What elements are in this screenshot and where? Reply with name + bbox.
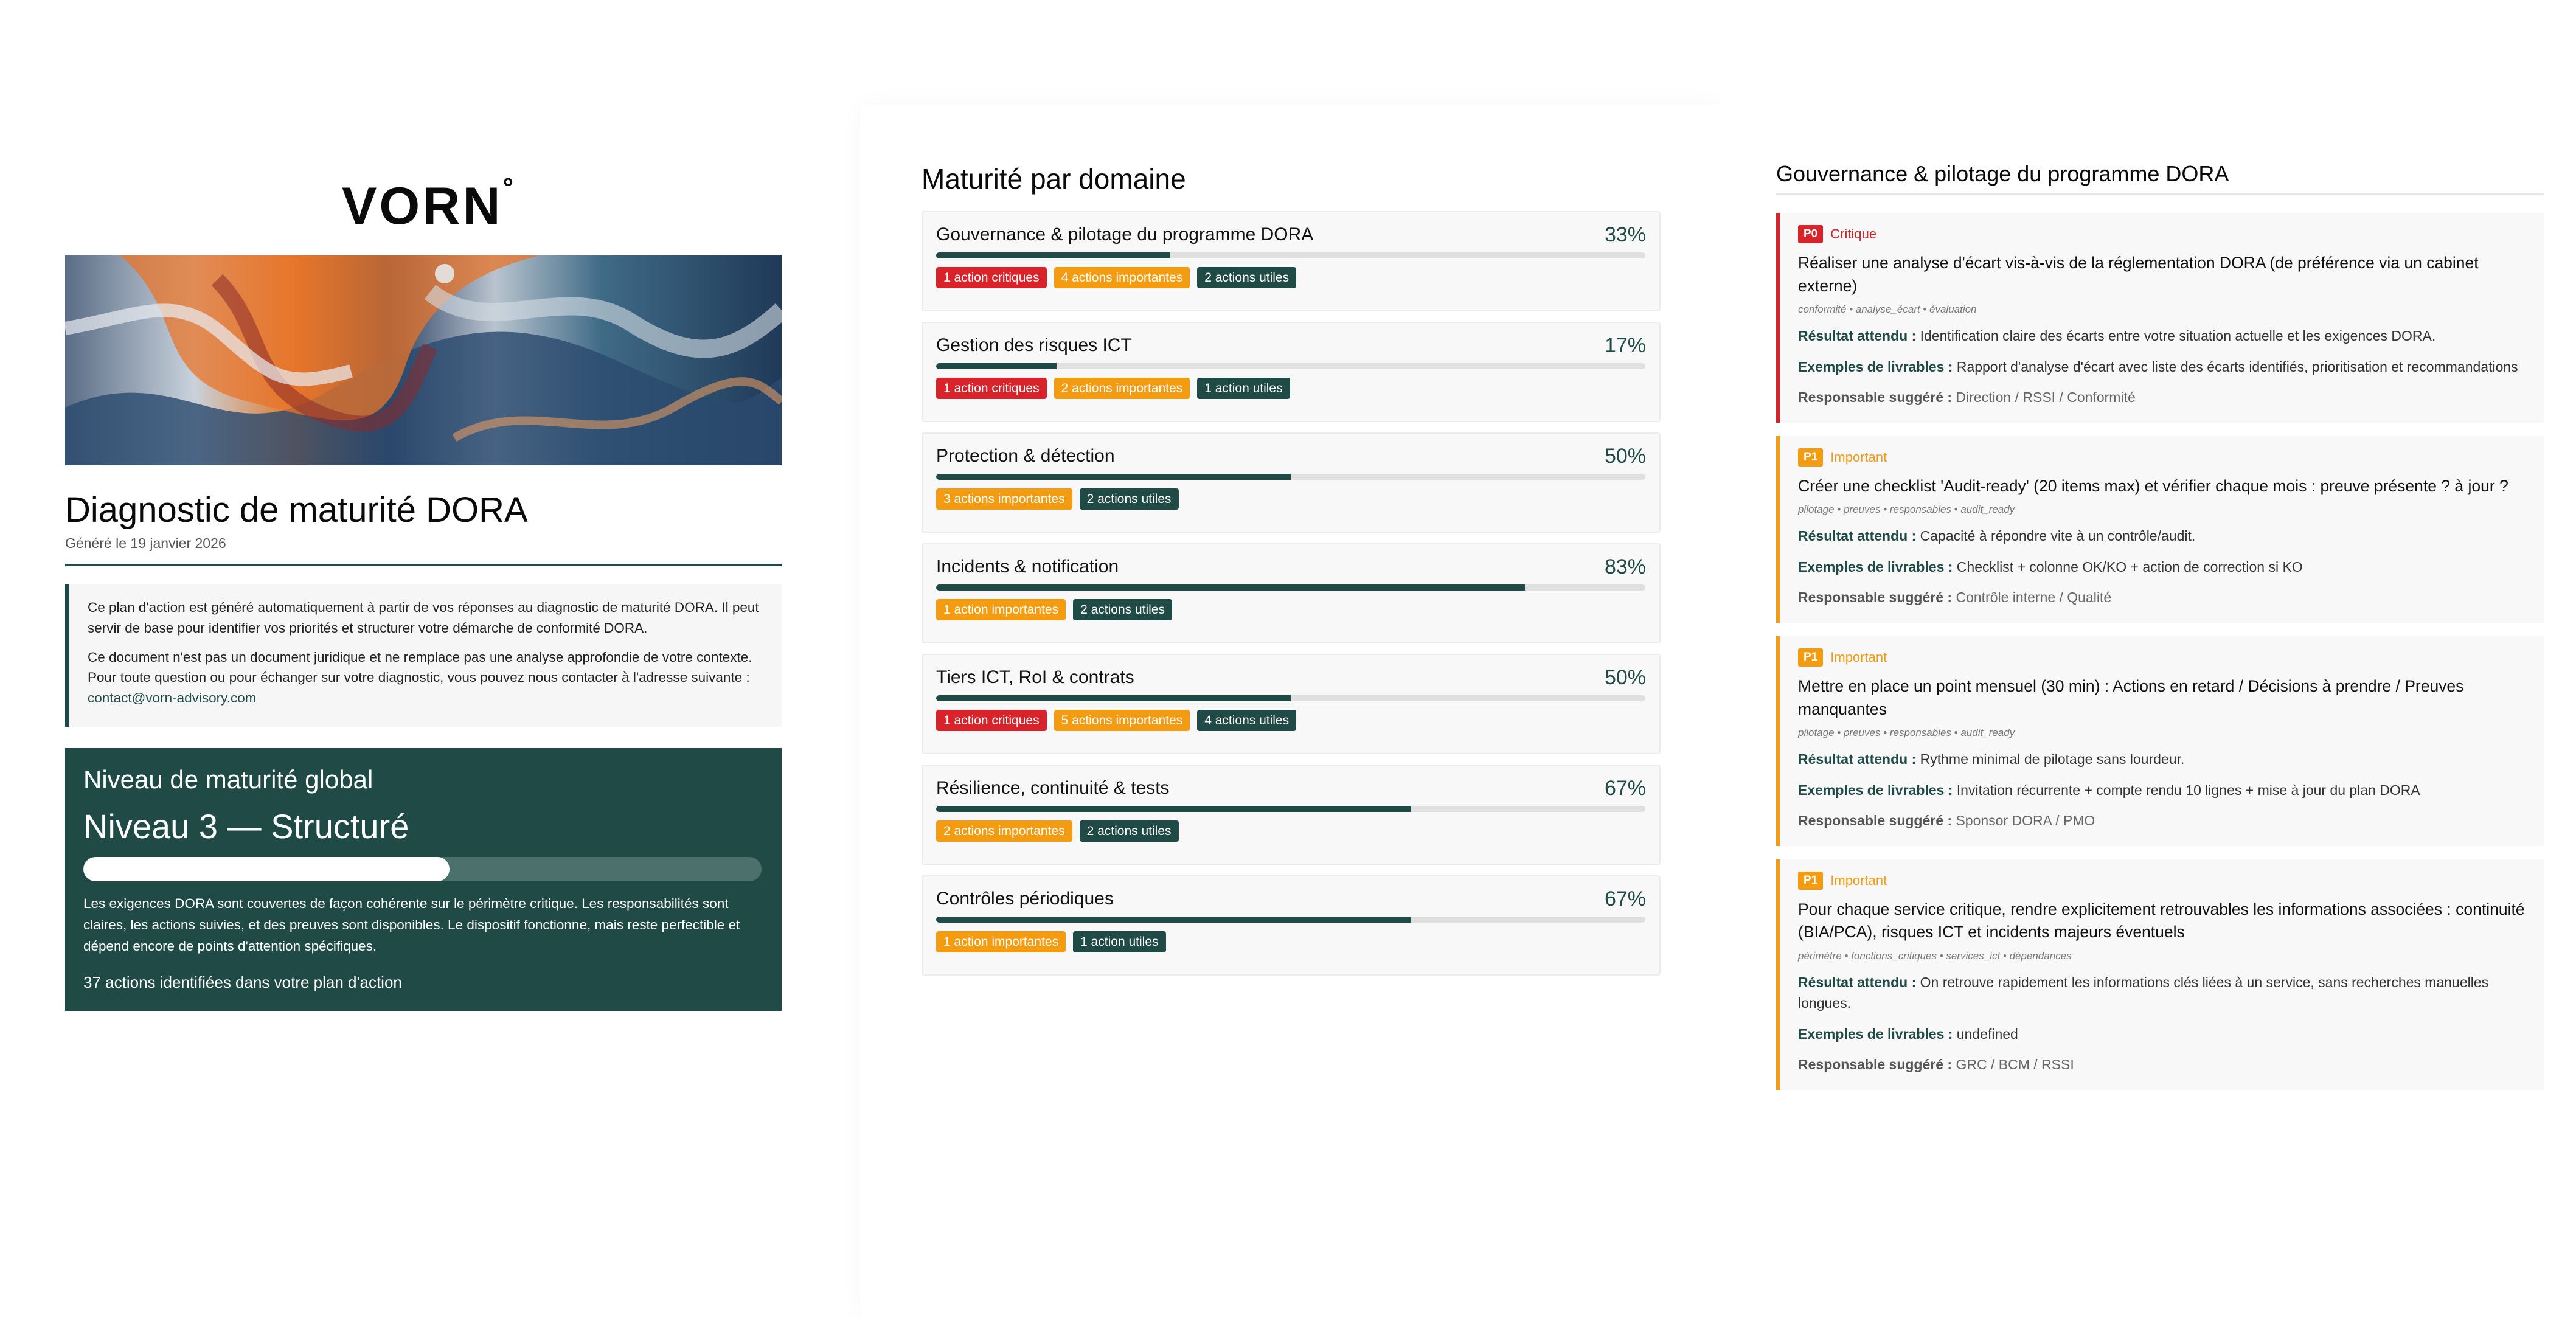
domain-percentage: 67%	[1604, 887, 1646, 910]
intro-callout	[65, 584, 782, 727]
suggested-owner-value: GRC / BCM / RSSI	[1956, 1056, 2074, 1073]
domain-percentage: 83%	[1604, 555, 1646, 578]
domain-badges	[936, 488, 1646, 510]
actions-section-title: Gouvernance & pilotage du programme DORA	[1776, 161, 2229, 186]
action-count-badge: 1 action utiles	[1073, 931, 1165, 952]
domain-name: Résilience, continuité & tests	[936, 778, 1170, 798]
priority-row	[1798, 648, 2527, 667]
domain-name: Tiers ICT, RoI & contrats	[936, 667, 1134, 687]
domain-card	[922, 543, 1661, 643]
action-tags: pilotage • preuves • responsables • audit_ready	[1798, 504, 2015, 516]
deliverables	[1798, 1024, 2527, 1045]
intro-paragraph-1: Ce plan d'action est généré automatiquement à partir de vos réponses au diagnostic de maturité DORA. Il peut servir de base pour identifier vos priorités et structurer votre démarche de conformité DORA.	[88, 600, 759, 636]
expected-result	[1798, 525, 2527, 547]
action-title: Mettre en place un point mensuel (30 min) : Actions en retard / Décisions à prendre / Preuves manquantes	[1798, 676, 2464, 718]
domain-progress	[936, 917, 1645, 923]
domain-percentage: 67%	[1604, 777, 1646, 800]
section-divider	[1776, 193, 2544, 195]
action-list	[1776, 213, 2544, 1103]
domain-badges	[936, 378, 1646, 399]
deliverables-value: undefined	[1956, 1025, 2018, 1042]
domain-name: Incidents & notification	[936, 557, 1119, 577]
domain-progress	[936, 252, 1645, 258]
expected-result-key: Résultat attendu :	[1798, 528, 1917, 544]
domain-name: Gestion des risques ICT	[936, 335, 1132, 355]
domain-card	[922, 432, 1661, 533]
deliverables-value: Invitation récurrente + compte rendu 10 lignes + mise à jour du plan DORA	[1956, 782, 2420, 798]
priority-row	[1798, 448, 2527, 467]
domain-progress-fill	[936, 806, 1411, 812]
domains-title: Maturité par domaine	[922, 163, 1186, 195]
expected-result-value: Capacité à répondre vite à un contrôle/audit.	[1920, 528, 2196, 544]
action-count-badge: 2 actions utiles	[1080, 820, 1179, 842]
domain-progress	[936, 474, 1645, 480]
action-tags: périmètre • fonctions_critiques • services_ict • dépendances	[1798, 949, 2072, 962]
domain-name: Contrôles périodiques	[936, 889, 1114, 909]
domain-card	[922, 211, 1661, 311]
domain-progress	[936, 806, 1645, 812]
deliverables-value: Checklist + colonne OK/KO + action de correction si KO	[1956, 558, 2303, 575]
deliverables-key: Exemples de livrables :	[1798, 558, 1953, 575]
domain-progress-fill	[936, 695, 1291, 701]
action-count-badge: 2 actions utiles	[1073, 599, 1172, 620]
domains-page	[861, 105, 1721, 1318]
domain-list	[922, 211, 1661, 986]
priority-label: Important	[1830, 449, 1887, 465]
domain-badges	[936, 710, 1646, 731]
priority-badge: P1	[1798, 648, 1823, 667]
domain-badges	[936, 267, 1646, 288]
domain-card	[922, 654, 1661, 754]
action-count-badge: 2 actions utiles	[1080, 488, 1179, 510]
action-tags: pilotage • preuves • responsables • audit_ready	[1798, 727, 2015, 739]
domain-card	[922, 322, 1661, 422]
domain-percentage: 17%	[1604, 334, 1646, 357]
expected-result-value: Rythme minimal de pilotage sans lourdeur.	[1920, 751, 2185, 768]
action-count-badge: 4 actions utiles	[1197, 710, 1296, 731]
priority-badge: P0	[1798, 225, 1823, 243]
action-title: Réaliser une analyse d'écart vis-à-vis de la réglementation DORA (de préférence via un cabinet externe)	[1798, 254, 2479, 295]
priority-label: Important	[1830, 649, 1887, 665]
priority-label: Critique	[1830, 226, 1877, 241]
title-divider	[65, 564, 782, 566]
actions-count: 37 actions identifiées dans votre plan d'action	[83, 973, 402, 991]
deliverables-key: Exemples de livrables :	[1798, 358, 1953, 375]
domain-badges	[936, 820, 1646, 842]
actions-page	[1721, 0, 2576, 1318]
domain-card	[922, 875, 1661, 976]
domain-progress	[936, 584, 1645, 591]
domain-progress-fill	[936, 363, 1057, 369]
intro-paragraph-2	[88, 647, 763, 709]
suggested-owner-value: Sponsor DORA / PMO	[1956, 813, 2095, 829]
hero-marble-image	[65, 255, 782, 465]
domain-progress-fill	[936, 584, 1525, 591]
action-count-badge: 3 actions importantes	[936, 488, 1072, 510]
action-count-badge: 1 action critiques	[936, 710, 1047, 731]
suggested-owner-key: Responsable suggéré :	[1798, 589, 1953, 606]
global-maturity-label: Niveau de maturité global	[83, 765, 373, 794]
action-count-badge: 1 action importantes	[936, 931, 1066, 952]
deliverables-value: Rapport d'analyse d'écart avec liste des écarts identifiés, prioritisation et recommandations	[1956, 358, 2518, 375]
action-count-badge: 4 actions importantes	[1054, 267, 1190, 288]
action-count-badge: 1 action critiques	[936, 378, 1047, 399]
domain-card	[922, 765, 1661, 865]
suggested-owner-key: Responsable suggéré :	[1798, 1056, 1953, 1073]
suggested-owner	[1798, 587, 2527, 608]
document-title: Diagnostic de maturité DORA	[65, 490, 528, 530]
domain-name: Gouvernance & pilotage du programme DORA	[936, 224, 1314, 245]
global-maturity-card	[65, 748, 782, 1011]
action-card	[1776, 859, 2544, 1090]
deliverables	[1798, 356, 2527, 378]
generated-date: Généré le 19 janvier 2026	[65, 535, 226, 551]
action-count-badge: 1 action importantes	[936, 599, 1066, 620]
domain-percentage: 50%	[1604, 666, 1646, 689]
domain-badges	[936, 931, 1646, 952]
expected-result	[1798, 325, 2527, 347]
action-count-badge: 2 actions utiles	[1197, 267, 1296, 288]
deliverables	[1798, 557, 2527, 578]
expected-result	[1798, 972, 2527, 1014]
action-title: Créer une checklist 'Audit-ready' (20 items max) et vérifier chaque mois : preuve présente ? à jour ?	[1798, 476, 2508, 495]
deliverables-key: Exemples de livrables :	[1798, 1025, 1953, 1042]
priority-row	[1798, 872, 2527, 890]
domain-name: Protection & détection	[936, 446, 1115, 466]
global-maturity-progress	[83, 857, 762, 881]
action-count-badge: 1 action critiques	[936, 267, 1047, 288]
expected-result-key: Résultat attendu :	[1798, 974, 1917, 990]
domain-percentage: 50%	[1604, 445, 1646, 468]
action-count-badge: 1 action utiles	[1197, 378, 1290, 399]
action-count-badge: 5 actions importantes	[1054, 710, 1190, 731]
suggested-owner-value: Direction / RSSI / Conformité	[1956, 389, 2136, 406]
domain-badges	[936, 599, 1646, 620]
action-count-badge: 2 actions importantes	[1054, 378, 1190, 399]
action-count-badge: 2 actions importantes	[936, 820, 1072, 842]
domain-progress-fill	[936, 917, 1411, 923]
suggested-owner	[1798, 1054, 2527, 1075]
action-title: Pour chaque service critique, rendre explicitement retrouvables les informations associées : continuité (BIA/PCA), risques ICT et incidents majeurs éventuels	[1798, 900, 2525, 942]
vorn-logo	[342, 173, 516, 237]
domain-progress-fill	[936, 252, 1170, 258]
expected-result-value: On retrouve rapidement les informations clés liées à un service, sans recherches manuelles longues.	[1798, 974, 2489, 1011]
action-card	[1776, 213, 2544, 423]
domain-progress	[936, 363, 1645, 369]
action-card	[1776, 636, 2544, 846]
priority-badge: P1	[1798, 872, 1823, 890]
global-maturity-level: Niveau 3 — Structuré	[83, 807, 409, 845]
intro-paragraph-2-text: Ce document n'est pas un document juridique et ne remplace pas une analyse approfondie de votre contexte. Pour toute question ou pour échanger sur votre diagnostic, vous pouvez nous contacter à l'adresse suivante :	[88, 649, 752, 685]
priority-badge: P1	[1798, 448, 1823, 467]
expected-result-key: Résultat attendu :	[1798, 328, 1917, 344]
suggested-owner	[1798, 810, 2527, 831]
suggested-owner-key: Responsable suggéré :	[1798, 813, 1953, 829]
priority-label: Important	[1830, 872, 1887, 888]
expected-result-key: Résultat attendu :	[1798, 751, 1917, 768]
deliverables	[1798, 780, 2527, 801]
action-card	[1776, 436, 2544, 623]
suggested-owner-value: Contrôle interne / Qualité	[1956, 589, 2112, 606]
suggested-owner-key: Responsable suggéré :	[1798, 389, 1953, 406]
cover-page	[0, 0, 861, 1318]
logo-mark: °	[502, 173, 516, 203]
suggested-owner	[1798, 387, 2527, 408]
priority-row	[1798, 225, 2527, 243]
domain-progress-fill	[936, 474, 1291, 480]
contact-email-link[interactable]: contact@vorn-advisory.com	[88, 690, 257, 706]
logo-text: VORN	[342, 177, 503, 235]
expected-result	[1798, 749, 2527, 770]
global-maturity-progress-fill	[83, 857, 450, 881]
domain-progress	[936, 695, 1645, 701]
expected-result-value: Identification claire des écarts entre votre situation actuelle et les exigences DORA.	[1920, 328, 2436, 344]
deliverables-key: Exemples de livrables :	[1798, 782, 1953, 798]
domain-percentage: 33%	[1604, 223, 1646, 246]
action-tags: conformité • analyse_écart • évaluation	[1798, 303, 1977, 316]
global-maturity-description: Les exigences DORA sont couvertes de façon cohérente sur le périmètre critique. Les responsabilités sont claires, les actions suivies, et des preuves sont disponibles. Le dispositif fonctionne, mais reste perfectible et dépend encore de points d'attention spécifiques.	[83, 896, 740, 954]
